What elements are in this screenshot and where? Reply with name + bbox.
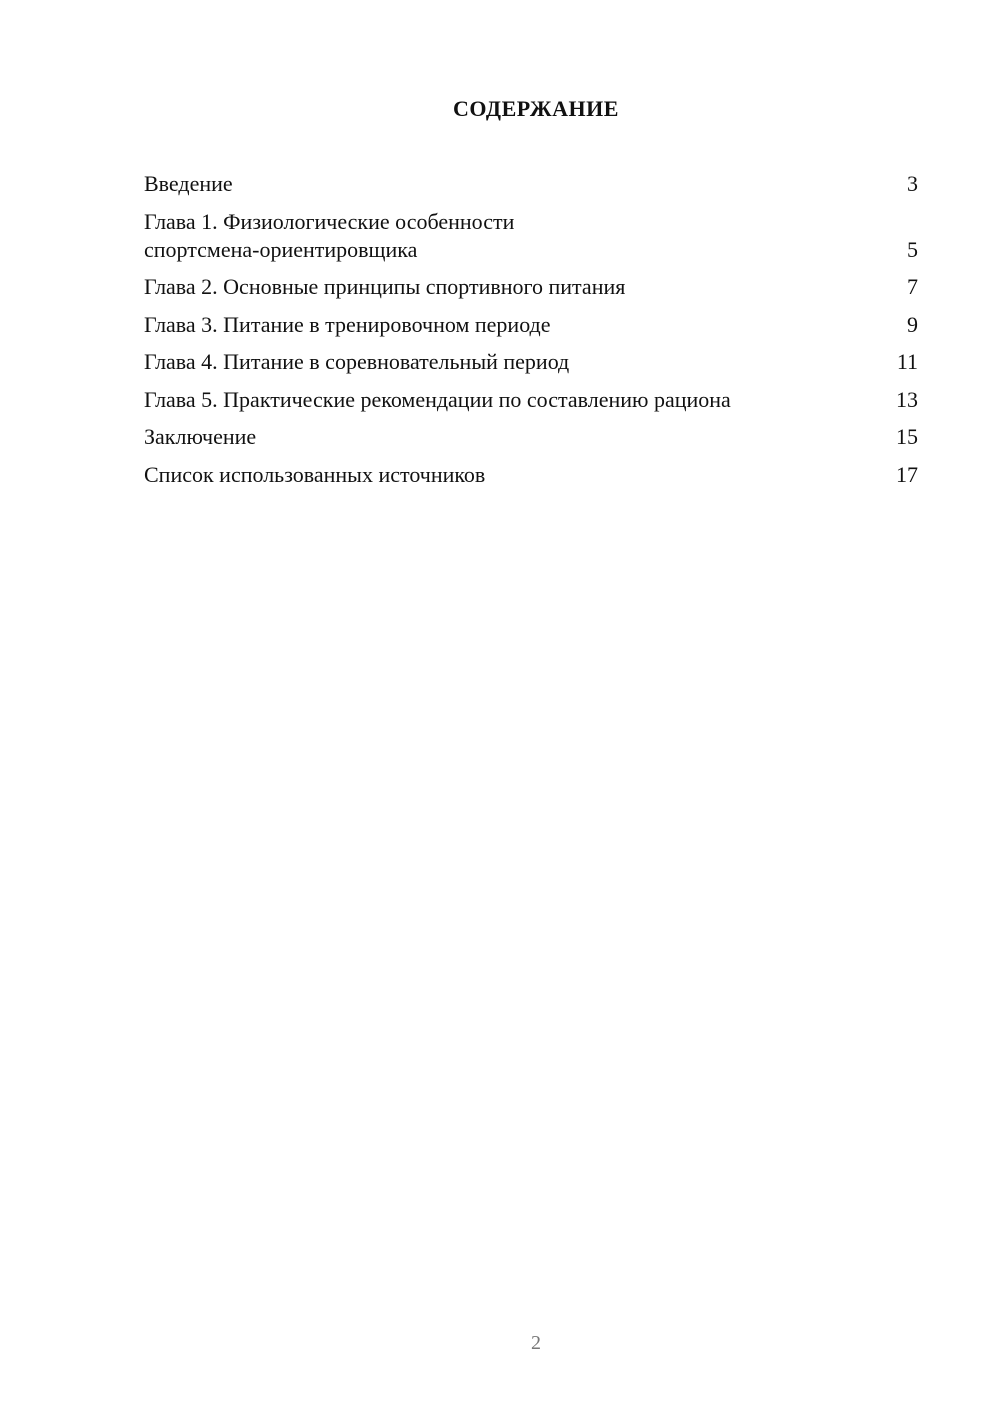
toc-entry-label: Введение xyxy=(144,171,233,196)
toc-entry-page: 3 xyxy=(907,171,918,196)
table-of-contents xyxy=(144,170,918,498)
toc-entry-page: 11 xyxy=(896,349,918,374)
toc-entry-page: 17 xyxy=(896,461,918,487)
toc-entry-page: 15 xyxy=(896,424,918,449)
toc-entry-page: 5 xyxy=(907,236,918,262)
toc-entry-label: Глава 3. Питание в тренировочном периоде xyxy=(144,311,551,337)
toc-entry-page: 13 xyxy=(896,386,918,412)
toc-entry-references[interactable] xyxy=(144,461,918,489)
toc-entry-page: 9 xyxy=(907,311,918,337)
toc-entry-chapter-1[interactable] xyxy=(144,208,918,264)
toc-entry-label: Глава 2. Основные принципы спортивного питания xyxy=(144,274,626,299)
toc-entry-page: 7 xyxy=(907,274,918,299)
toc-entry-label: Глава 1. Физиологические особенности спортсмена-ориентировщика xyxy=(144,208,515,262)
toc-entry-chapter-5[interactable] xyxy=(144,386,918,414)
toc-entry-chapter-2[interactable] xyxy=(144,273,918,301)
toc-entry-label: Заключение xyxy=(144,424,257,449)
page-title: СОДЕРЖАНИЕ xyxy=(453,96,619,121)
toc-entry-conclusion[interactable] xyxy=(144,423,918,451)
page-number: 2 xyxy=(531,1332,541,1354)
toc-entry-label: Глава 5. Практические рекомендации по составлению рациона xyxy=(144,386,731,412)
toc-entry-chapter-3[interactable] xyxy=(144,311,918,339)
toc-entry-label: Глава 4. Питание в соревновательный период xyxy=(144,349,570,374)
toc-entry-label: Список использованных источников xyxy=(144,461,486,487)
toc-entry-chapter-4[interactable] xyxy=(144,348,918,376)
toc-entry-introduction[interactable] xyxy=(144,170,918,198)
